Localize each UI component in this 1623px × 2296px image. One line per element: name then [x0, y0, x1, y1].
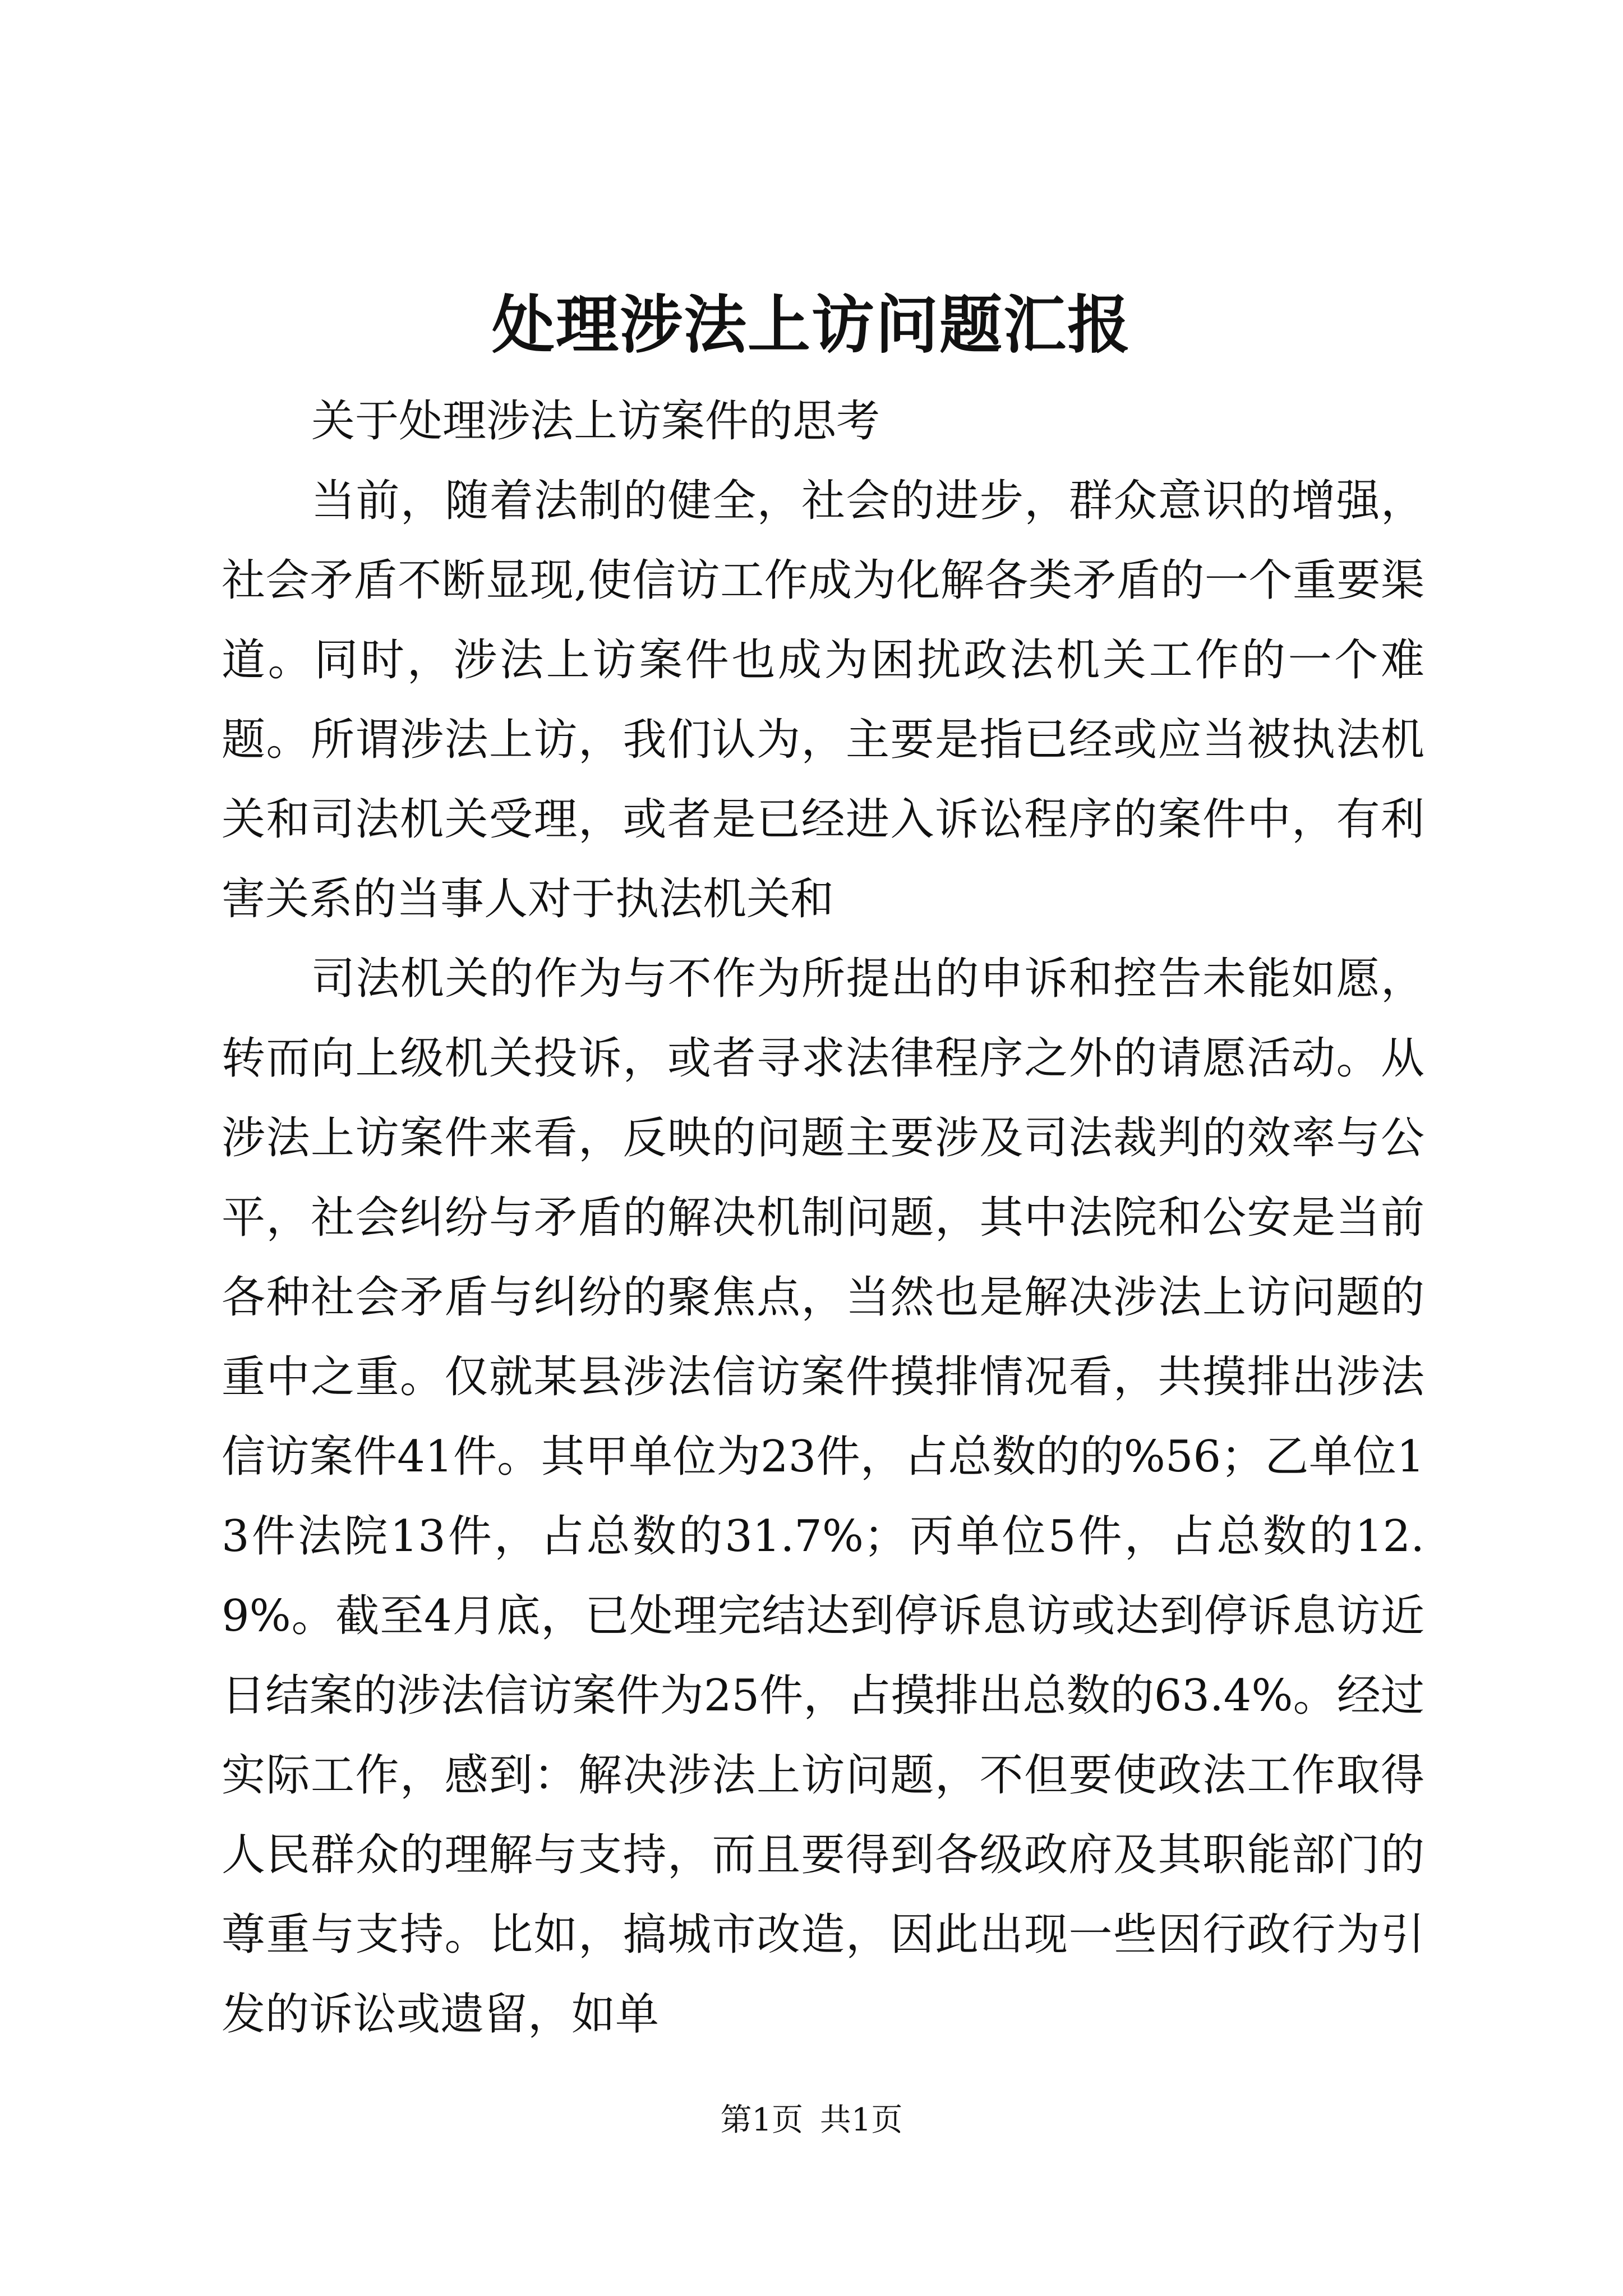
document-body	[222, 381, 1424, 2054]
page-number: 第1页	[720, 2102, 804, 2138]
subtitle-paragraph: 关于处理涉法上访案件的思考	[311, 396, 880, 447]
body-paragraph-2: 司法机关的作为与不作为所提出的申诉和控告未能如愿，转而向上级机关投诉，或者寻求法律程序之外的请愿活动。从涉法上访案件来看，反映的问题主要涉及司法裁判的效率与公平，社会纠纷与矛盾的解决机制问题，其中法院和公安是当前各种社会矛盾与纠纷的聚焦点，当然也是解决涉法上访问题的重中之重。仅就某县涉法信访案件摸排情况看，共摸排出涉法信访案件41件。其甲单位为23件，占总数的的%56；乙单位13件法院13件，占总数的31.7%；丙单位5件，占总数的12.9%。截至4月底，已处理完结达到停诉息访或达到停诉息访近日结案的涉法信访案件为25件，占摸排出总数的63.4%。经过实际工作，感到：解决涉法上访问题，不但要使政法工作取得人民群众的理解与支持，而且要得到各级政府及其职能部门的尊重与支持。比如，搞城市改造，因此出现一些因行政行为引发的诉讼或遗留，如单	[222, 954, 1424, 2040]
body-paragraph-1: 当前，随着法制的健全，社会的进步，群众意识的增强，社会矛盾不断显现,使信访工作成为化解各类矛盾的一个重要渠道。同时，涉法上访案件也成为困扰政法机关工作的一个难题。所谓涉法上访，我们认为，主要是指已经或应当被执法机关和司法机关受理，或者是已经进入诉讼程序的案件中，有利害关系的当事人对于执法机关和	[222, 476, 1424, 924]
document-title: 处理涉法上访问题汇报	[492, 288, 1131, 362]
page-total: 共1页	[819, 2102, 903, 2138]
page-footer	[0, 2098, 1623, 2143]
